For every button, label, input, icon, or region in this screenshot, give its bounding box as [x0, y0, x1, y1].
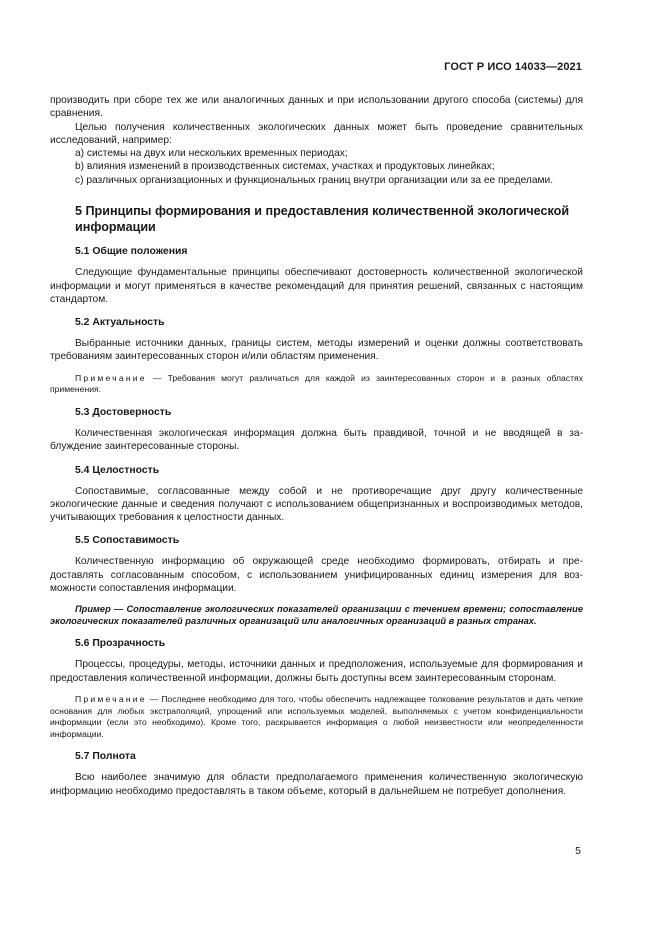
note-text: — Последнее необходимо для того, чтобы обеспечить надлежащее толкование результатов и дать четкие основания для любых экстраполяций, упрощений или используемых моделей, выполняемых с учетом конфиденциальности информации (если это необходимо). Кроме того, раскрывается информация о любой неизвестности или неопределенности информации. [50, 693, 583, 739]
section-5-heading: 5 Принципы формирования и предоставления количественной экологической информации [75, 204, 570, 234]
subsection-5-1-heading: 5.1 Общие положения [75, 246, 188, 258]
list-item-c: c) различных организационных и функциональных границ внутри организации или за ее пределами. [75, 174, 554, 186]
note-text: — Требования могут различаться для каждой из заинтересованных сторон и в разных областях применения. [50, 372, 583, 395]
subsection-5-3-text: Количественная экологическая информация должна быть правдивой, точной и не вводящей в заблуждение заинтересованные стороны. [50, 427, 583, 453]
page-body [50, 94, 583, 798]
subsection-5-7-heading: 5.7 Полнота [75, 751, 136, 763]
subsection-5-5-heading: 5.5 Сопоставимость [75, 535, 180, 547]
subsection-5-2-text: Выбранные источники данных, границы систем, методы измерений и оценки должны соответствовать требованиям заинтересованных сторон и/или областям применения. [50, 338, 583, 363]
intro-continuation: производить при сборе тех же или аналогичных данных и при использовании другого способа (системы) для сравнения. [50, 95, 583, 120]
subsection-5-2-heading: 5.2 Актуальность [75, 317, 165, 329]
subsection-5-4-heading: 5.4 Целостность [75, 464, 160, 476]
example-5-5: Пример — Сопоставление экологических показателей организации с течением времени; сопоставление экологических показателей различных организаций или аналогичных организаций в разных странах. [50, 604, 583, 627]
subsection-5-5-text: Количественную информацию об окружающей среде необходимо формировать, отбирать и предоставлять согласованным способом, с использованием унифицированных единиц измерения для возможности сопоставления информации. [50, 556, 583, 595]
document-code-header: ГОСТ Р ИСО 14033—2021 [444, 61, 582, 73]
subsection-5-1-text: Следующие фундаментальные принципы обеспечивают достоверность количественной экологической информации и могут применяться в качестве рекомендаций для принятия решений, связанных с настоящим стандартом. [50, 267, 583, 305]
subsection-5-3-heading: 5.3 Достоверность [75, 406, 172, 418]
intro-purpose: Целью получения количественных экологических данных может быть проведение сравнительных исследований, например: [50, 121, 583, 146]
note-5-2 [50, 373, 583, 396]
note-label: Примечание [75, 693, 147, 704]
page-number: 5 [575, 845, 581, 857]
note-5-6 [50, 694, 583, 740]
subsection-5-4-text: Сопоставимые, согласованные между собой и не противоречащие друг другу количественные экологические данные и сведения получают с использованием общепризнанных и воспроизводимых методов, учитывающих требования к целостности данных. [50, 485, 583, 524]
list-item-b: b) влияния изменений в производственных системах, участках и продуктовых линейках; [75, 161, 495, 173]
note-label: Примечание [75, 372, 147, 383]
subsection-5-6-heading: 5.6 Прозрачность [75, 638, 166, 650]
list-item-a: a) системы на двух или нескольких временных периодах; [75, 148, 348, 160]
subsection-5-6-text: Процессы, процедуры, методы, источники данных и предположения, используемые для формирования и предоставления количественной информации, должны быть доступны всем заинтересованным сторонам. [50, 659, 583, 684]
subsection-5-7-text: Всю наиболее значимую для области предполагаемого применения количественную экологическую информацию необходимо предоставлять в таком объеме, который в дальнейшем не потребует дополнения. [50, 772, 583, 797]
